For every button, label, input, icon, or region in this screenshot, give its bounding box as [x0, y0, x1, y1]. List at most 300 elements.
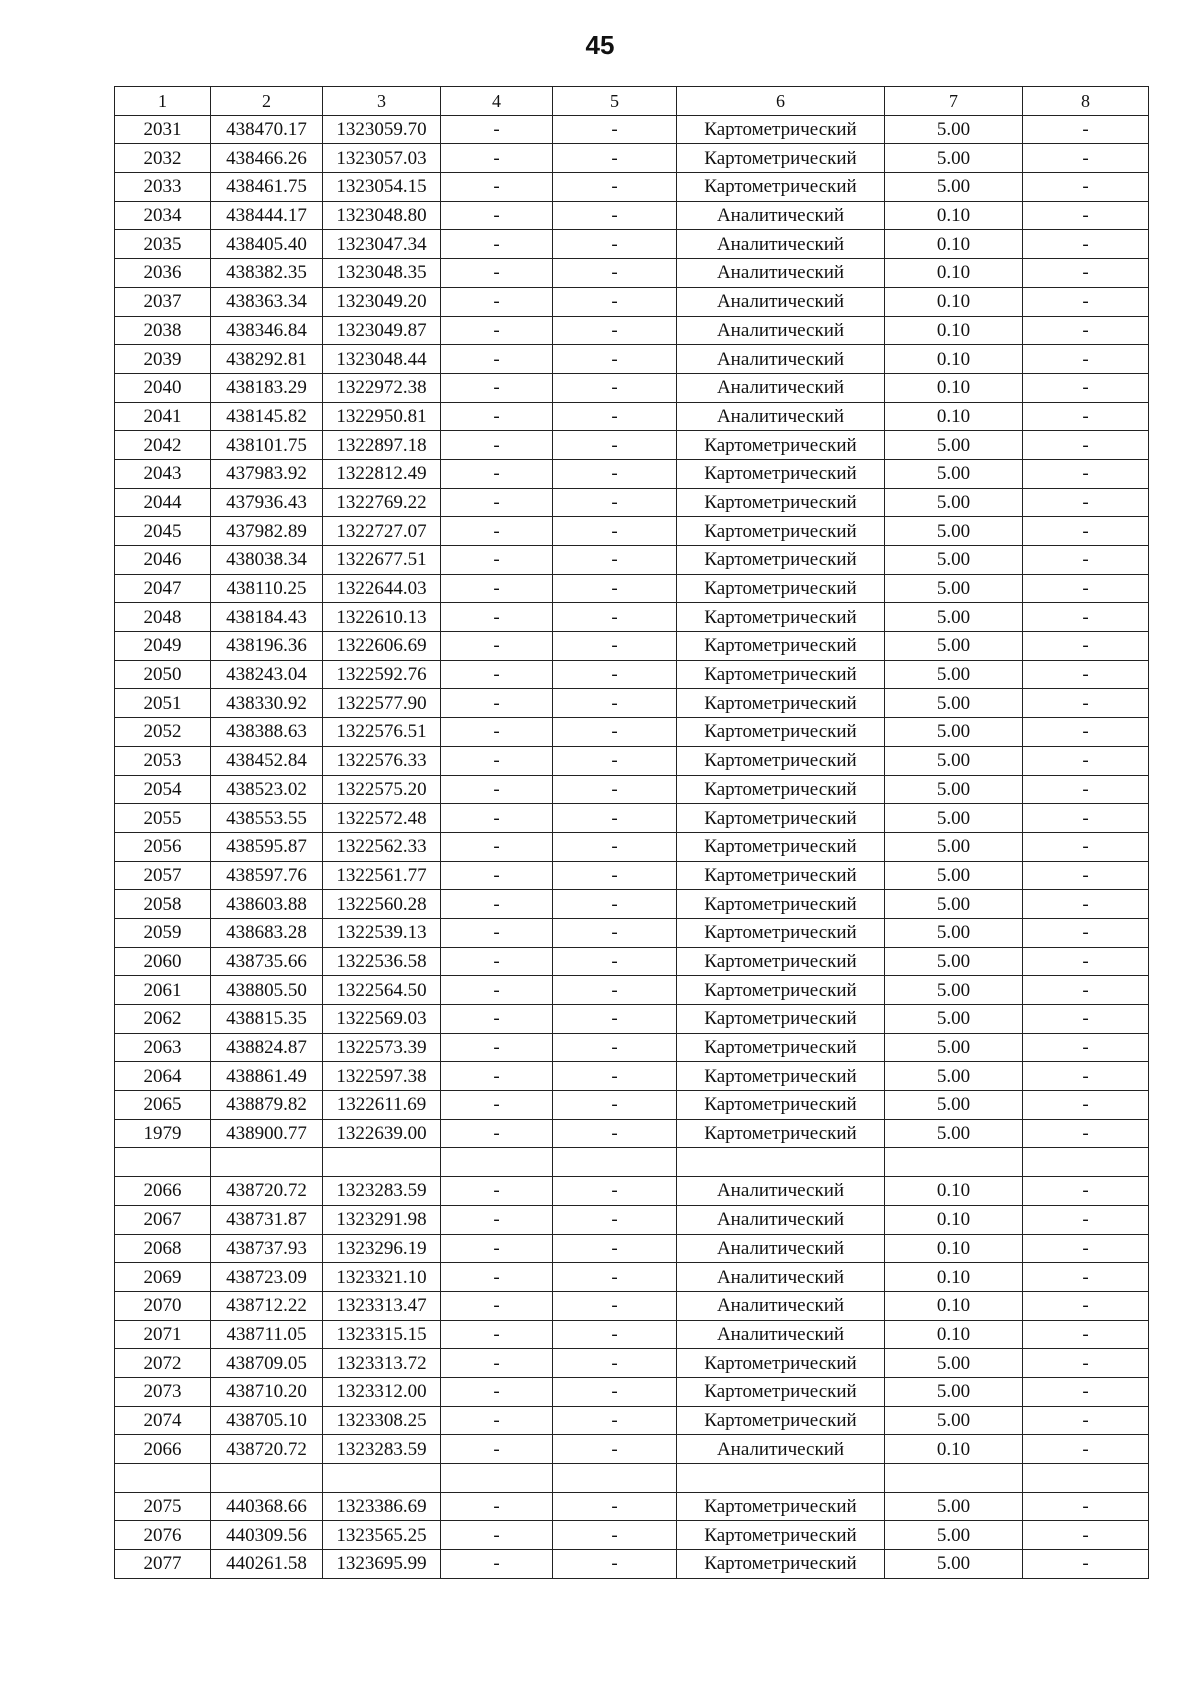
coordinate-y-cell: 1323048.80	[323, 201, 441, 230]
table-row	[115, 1062, 1149, 1091]
col-8-cell: -	[1023, 459, 1149, 488]
col-4-cell: -	[441, 1406, 553, 1435]
coordinate-x-cell: 438038.34	[211, 546, 323, 575]
coordinate-y-cell: 1323695.99	[323, 1550, 441, 1579]
method-cell: Картометрический	[677, 603, 885, 632]
coordinate-y-cell: 1323049.87	[323, 316, 441, 345]
accuracy-cell: 5.00	[885, 746, 1023, 775]
coordinate-x-cell: 440261.58	[211, 1550, 323, 1579]
accuracy-cell: 5.00	[885, 890, 1023, 919]
accuracy-cell: 5.00	[885, 603, 1023, 632]
col-5-cell: -	[553, 574, 677, 603]
coordinate-y-cell: 1323315.15	[323, 1320, 441, 1349]
column-header-6: 6	[677, 87, 885, 116]
table-row	[115, 459, 1149, 488]
col-5-cell: -	[553, 660, 677, 689]
col-8-cell: -	[1023, 1291, 1149, 1320]
coordinate-x-cell: 438145.82	[211, 402, 323, 431]
coordinate-y-cell: 1322569.03	[323, 1005, 441, 1034]
col-8-cell: -	[1023, 1377, 1149, 1406]
table-header-row	[115, 87, 1149, 116]
col-4-cell	[441, 1464, 553, 1493]
coordinate-x-cell: 438683.28	[211, 918, 323, 947]
method-cell: Картометрический	[677, 1406, 885, 1435]
point-number-cell: 2041	[115, 402, 211, 431]
coordinate-x-cell: 438879.82	[211, 1091, 323, 1120]
column-header-5: 5	[553, 87, 677, 116]
col-8-cell: -	[1023, 1320, 1149, 1349]
coordinate-x-cell: 438461.75	[211, 173, 323, 202]
accuracy-cell: 5.00	[885, 1521, 1023, 1550]
table-row	[115, 603, 1149, 632]
col-4-cell: -	[441, 1005, 553, 1034]
coordinate-x-cell: 440309.56	[211, 1521, 323, 1550]
accuracy-cell: 5.00	[885, 976, 1023, 1005]
table-row	[115, 1148, 1149, 1177]
col-4-cell: -	[441, 1492, 553, 1521]
col-5-cell: -	[553, 1091, 677, 1120]
col-4-cell: -	[441, 1521, 553, 1550]
col-4-cell: -	[441, 1263, 553, 1292]
point-number-cell: 1979	[115, 1119, 211, 1148]
col-5-cell: -	[553, 546, 677, 575]
col-5-cell: -	[553, 1320, 677, 1349]
coordinate-x-cell: 438731.87	[211, 1205, 323, 1234]
col-5-cell: -	[553, 1492, 677, 1521]
col-8-cell: -	[1023, 259, 1149, 288]
table-row	[115, 1406, 1149, 1435]
accuracy-cell: 0.10	[885, 259, 1023, 288]
accuracy-cell: 5.00	[885, 1349, 1023, 1378]
table-row	[115, 890, 1149, 919]
col-4-cell: -	[441, 718, 553, 747]
coordinate-x-cell: 438861.49	[211, 1062, 323, 1091]
table-row	[115, 1234, 1149, 1263]
col-5-cell: -	[553, 1062, 677, 1091]
point-number-cell: 2045	[115, 517, 211, 546]
col-4-cell: -	[441, 1377, 553, 1406]
col-8-cell: -	[1023, 230, 1149, 259]
col-5-cell: -	[553, 1177, 677, 1206]
col-5-cell: -	[553, 1033, 677, 1062]
method-cell: Картометрический	[677, 890, 885, 919]
coordinate-y-cell: 1322561.77	[323, 861, 441, 890]
col-5-cell: -	[553, 1005, 677, 1034]
col-8-cell: -	[1023, 1349, 1149, 1378]
point-number-cell: 2032	[115, 144, 211, 173]
table-row	[115, 1377, 1149, 1406]
col-5-cell	[553, 1148, 677, 1177]
accuracy-cell: 0.10	[885, 230, 1023, 259]
table-row	[115, 1091, 1149, 1120]
point-number-cell: 2055	[115, 804, 211, 833]
table-row	[115, 1464, 1149, 1493]
accuracy-cell: 5.00	[885, 1091, 1023, 1120]
table-row	[115, 1435, 1149, 1464]
col-8-cell: -	[1023, 574, 1149, 603]
col-8-cell: -	[1023, 1435, 1149, 1464]
col-5-cell: -	[553, 144, 677, 173]
col-8-cell: -	[1023, 861, 1149, 890]
col-8-cell: -	[1023, 1091, 1149, 1120]
method-cell: Картометрический	[677, 546, 885, 575]
coordinate-x-cell: 438101.75	[211, 431, 323, 460]
method-cell: Картометрический	[677, 115, 885, 144]
coordinate-y-cell: 1323321.10	[323, 1263, 441, 1292]
point-number-cell	[115, 1148, 211, 1177]
coordinate-y-cell: 1323296.19	[323, 1234, 441, 1263]
coordinate-y-cell: 1323308.25	[323, 1406, 441, 1435]
col-5-cell: -	[553, 918, 677, 947]
coordinate-x-cell: 438709.05	[211, 1349, 323, 1378]
col-4-cell: -	[441, 689, 553, 718]
accuracy-cell: 5.00	[885, 689, 1023, 718]
point-number-cell: 2061	[115, 976, 211, 1005]
col-5-cell: -	[553, 689, 677, 718]
col-8-cell: -	[1023, 345, 1149, 374]
table-row	[115, 1550, 1149, 1579]
point-number-cell: 2053	[115, 746, 211, 775]
col-4-cell: -	[441, 947, 553, 976]
method-cell: Аналитический	[677, 1263, 885, 1292]
col-4-cell: -	[441, 746, 553, 775]
coordinate-y-cell	[323, 1148, 441, 1177]
col-5-cell: -	[553, 976, 677, 1005]
col-4-cell: -	[441, 660, 553, 689]
col-4-cell: -	[441, 517, 553, 546]
col-8-cell: -	[1023, 1521, 1149, 1550]
col-4-cell: -	[441, 1550, 553, 1579]
method-cell: Картометрический	[677, 689, 885, 718]
col-5-cell: -	[553, 1291, 677, 1320]
col-4-cell: -	[441, 201, 553, 230]
accuracy-cell: 5.00	[885, 115, 1023, 144]
coordinate-x-cell: 438720.72	[211, 1177, 323, 1206]
coordinate-y-cell: 1322592.76	[323, 660, 441, 689]
method-cell: Картометрический	[677, 1377, 885, 1406]
coordinate-x-cell: 438405.40	[211, 230, 323, 259]
col-8-cell: -	[1023, 488, 1149, 517]
col-4-cell: -	[441, 603, 553, 632]
coordinate-y-cell: 1323054.15	[323, 173, 441, 202]
col-4-cell: -	[441, 832, 553, 861]
method-cell: Аналитический	[677, 1177, 885, 1206]
point-number-cell: 2056	[115, 832, 211, 861]
coordinate-y-cell: 1322812.49	[323, 459, 441, 488]
col-8-cell: -	[1023, 1033, 1149, 1062]
coordinate-y-cell: 1323565.25	[323, 1521, 441, 1550]
point-number-cell: 2048	[115, 603, 211, 632]
col-8-cell: -	[1023, 746, 1149, 775]
col-8-cell	[1023, 1464, 1149, 1493]
col-8-cell: -	[1023, 660, 1149, 689]
coordinate-x-cell: 440368.66	[211, 1492, 323, 1521]
accuracy-cell: 5.00	[885, 459, 1023, 488]
accuracy-cell: 0.10	[885, 1263, 1023, 1292]
col-4-cell	[441, 1148, 553, 1177]
col-4-cell: -	[441, 1320, 553, 1349]
table-row	[115, 1005, 1149, 1034]
point-number-cell: 2051	[115, 689, 211, 718]
coordinate-x-cell: 438110.25	[211, 574, 323, 603]
col-8-cell: -	[1023, 115, 1149, 144]
col-5-cell: -	[553, 488, 677, 517]
point-number-cell: 2035	[115, 230, 211, 259]
col-5-cell: -	[553, 861, 677, 890]
point-number-cell	[115, 1464, 211, 1493]
point-number-cell: 2050	[115, 660, 211, 689]
method-cell: Аналитический	[677, 373, 885, 402]
table-row	[115, 230, 1149, 259]
col-4-cell: -	[441, 574, 553, 603]
accuracy-cell: 0.10	[885, 345, 1023, 374]
col-4-cell: -	[441, 1435, 553, 1464]
col-4-cell: -	[441, 173, 553, 202]
accuracy-cell: 5.00	[885, 1492, 1023, 1521]
point-number-cell: 2049	[115, 632, 211, 661]
coordinate-y-cell: 1322577.90	[323, 689, 441, 718]
point-number-cell: 2071	[115, 1320, 211, 1349]
coordinate-x-cell: 437982.89	[211, 517, 323, 546]
point-number-cell: 2036	[115, 259, 211, 288]
coordinate-x-cell: 438597.76	[211, 861, 323, 890]
method-cell: Аналитический	[677, 1291, 885, 1320]
method-cell: Картометрический	[677, 947, 885, 976]
col-8-cell: -	[1023, 775, 1149, 804]
table-row	[115, 976, 1149, 1005]
coordinate-x-cell: 438243.04	[211, 660, 323, 689]
accuracy-cell: 5.00	[885, 861, 1023, 890]
coordinate-x-cell: 438595.87	[211, 832, 323, 861]
coordinate-y-cell: 1322644.03	[323, 574, 441, 603]
accuracy-cell: 5.00	[885, 1406, 1023, 1435]
col-4-cell: -	[441, 918, 553, 947]
col-8-cell: -	[1023, 718, 1149, 747]
point-number-cell: 2033	[115, 173, 211, 202]
col-8-cell: -	[1023, 373, 1149, 402]
coordinate-y-cell: 1322677.51	[323, 546, 441, 575]
point-number-cell: 2059	[115, 918, 211, 947]
col-5-cell: -	[553, 345, 677, 374]
table-row	[115, 373, 1149, 402]
point-number-cell: 2063	[115, 1033, 211, 1062]
table-row	[115, 918, 1149, 947]
table-row	[115, 1320, 1149, 1349]
point-number-cell: 2068	[115, 1234, 211, 1263]
col-4-cell: -	[441, 230, 553, 259]
coordinate-x-cell: 438735.66	[211, 947, 323, 976]
point-number-cell: 2057	[115, 861, 211, 890]
coordinate-y-cell: 1322610.13	[323, 603, 441, 632]
point-number-cell: 2043	[115, 459, 211, 488]
coordinate-y-cell: 1322606.69	[323, 632, 441, 661]
method-cell: Картометрический	[677, 144, 885, 173]
col-5-cell: -	[553, 632, 677, 661]
col-5-cell: -	[553, 832, 677, 861]
col-8-cell: -	[1023, 1062, 1149, 1091]
coordinate-y-cell: 1322575.20	[323, 775, 441, 804]
col-4-cell: -	[441, 316, 553, 345]
coordinate-x-cell: 438466.26	[211, 144, 323, 173]
table-row	[115, 488, 1149, 517]
accuracy-cell: 5.00	[885, 918, 1023, 947]
col-8-cell: -	[1023, 144, 1149, 173]
col-4-cell: -	[441, 890, 553, 919]
accuracy-cell: 0.10	[885, 316, 1023, 345]
coordinate-x-cell: 438444.17	[211, 201, 323, 230]
col-4-cell: -	[441, 1062, 553, 1091]
method-cell: Картометрический	[677, 1062, 885, 1091]
coordinate-y-cell: 1323047.34	[323, 230, 441, 259]
col-8-cell: -	[1023, 546, 1149, 575]
coordinate-x-cell: 438388.63	[211, 718, 323, 747]
col-5-cell: -	[553, 115, 677, 144]
col-4-cell: -	[441, 459, 553, 488]
accuracy-cell: 5.00	[885, 488, 1023, 517]
coordinate-y-cell: 1322769.22	[323, 488, 441, 517]
col-8-cell: -	[1023, 890, 1149, 919]
method-cell: Картометрический	[677, 1119, 885, 1148]
accuracy-cell: 0.10	[885, 402, 1023, 431]
accuracy-cell: 0.10	[885, 373, 1023, 402]
coordinate-x-cell: 438723.09	[211, 1263, 323, 1292]
accuracy-cell: 0.10	[885, 287, 1023, 316]
col-4-cell: -	[441, 1234, 553, 1263]
col-8-cell: -	[1023, 1263, 1149, 1292]
method-cell: Картометрический	[677, 1521, 885, 1550]
col-5-cell: -	[553, 1234, 677, 1263]
coordinate-y-cell: 1322950.81	[323, 402, 441, 431]
point-number-cell: 2047	[115, 574, 211, 603]
point-number-cell: 2072	[115, 1349, 211, 1378]
coordinate-y-cell: 1323386.69	[323, 1492, 441, 1521]
point-number-cell: 2042	[115, 431, 211, 460]
coordinate-y-cell: 1322897.18	[323, 431, 441, 460]
accuracy-cell: 5.00	[885, 574, 1023, 603]
point-number-cell: 2060	[115, 947, 211, 976]
col-4-cell: -	[441, 373, 553, 402]
point-number-cell: 2066	[115, 1177, 211, 1206]
method-cell: Аналитический	[677, 287, 885, 316]
col-8-cell: -	[1023, 947, 1149, 976]
col-4-cell: -	[441, 345, 553, 374]
coordinate-x-cell: 438382.35	[211, 259, 323, 288]
method-cell: Аналитический	[677, 1435, 885, 1464]
method-cell: Картометрический	[677, 861, 885, 890]
method-cell: Картометрический	[677, 918, 885, 947]
point-number-cell: 2031	[115, 115, 211, 144]
col-8-cell: -	[1023, 517, 1149, 546]
method-cell	[677, 1464, 885, 1493]
col-4-cell: -	[441, 632, 553, 661]
coordinate-y-cell: 1322564.50	[323, 976, 441, 1005]
table-row	[115, 402, 1149, 431]
method-cell: Картометрический	[677, 746, 885, 775]
method-cell: Аналитический	[677, 201, 885, 230]
coordinate-y-cell: 1323283.59	[323, 1435, 441, 1464]
table-row	[115, 1205, 1149, 1234]
col-5-cell: -	[553, 287, 677, 316]
table-row	[115, 1177, 1149, 1206]
point-number-cell: 2052	[115, 718, 211, 747]
method-cell: Аналитический	[677, 1205, 885, 1234]
coordinate-x-cell: 438705.10	[211, 1406, 323, 1435]
point-number-cell: 2044	[115, 488, 211, 517]
col-8-cell: -	[1023, 1205, 1149, 1234]
point-number-cell: 2034	[115, 201, 211, 230]
accuracy-cell: 5.00	[885, 947, 1023, 976]
col-8-cell: -	[1023, 976, 1149, 1005]
accuracy-cell: 5.00	[885, 431, 1023, 460]
table-row	[115, 517, 1149, 546]
method-cell: Картометрический	[677, 1091, 885, 1120]
coordinate-y-cell: 1322560.28	[323, 890, 441, 919]
coordinate-x-cell: 438737.93	[211, 1234, 323, 1263]
col-5-cell: -	[553, 775, 677, 804]
coordinate-y-cell: 1323057.03	[323, 144, 441, 173]
page-number: 45	[585, 30, 615, 60]
col-8-cell	[1023, 1148, 1149, 1177]
coordinate-x-cell: 438292.81	[211, 345, 323, 374]
col-5-cell: -	[553, 259, 677, 288]
table-row	[115, 1291, 1149, 1320]
point-number-cell: 2058	[115, 890, 211, 919]
table-row	[115, 546, 1149, 575]
coordinate-y-cell	[323, 1464, 441, 1493]
method-cell: Аналитический	[677, 402, 885, 431]
col-5-cell: -	[553, 947, 677, 976]
col-5-cell: -	[553, 1521, 677, 1550]
col-4-cell: -	[441, 1033, 553, 1062]
table-row	[115, 201, 1149, 230]
table-row	[115, 316, 1149, 345]
coordinate-y-cell: 1322972.38	[323, 373, 441, 402]
table-row	[115, 689, 1149, 718]
col-8-cell: -	[1023, 201, 1149, 230]
col-8-cell: -	[1023, 287, 1149, 316]
coordinate-x-cell: 438183.29	[211, 373, 323, 402]
table-row	[115, 746, 1149, 775]
coordinate-x-cell: 438603.88	[211, 890, 323, 919]
coordinate-x-cell: 438824.87	[211, 1033, 323, 1062]
col-5-cell: -	[553, 517, 677, 546]
table-row	[115, 660, 1149, 689]
point-number-cell: 2066	[115, 1435, 211, 1464]
coordinate-y-cell: 1322562.33	[323, 832, 441, 861]
point-number-cell: 2040	[115, 373, 211, 402]
table-row	[115, 115, 1149, 144]
method-cell: Аналитический	[677, 230, 885, 259]
col-4-cell: -	[441, 431, 553, 460]
table-row	[115, 947, 1149, 976]
point-number-cell: 2046	[115, 546, 211, 575]
col-8-cell: -	[1023, 1406, 1149, 1435]
coordinate-y-cell: 1322639.00	[323, 1119, 441, 1148]
coordinate-x-cell: 437983.92	[211, 459, 323, 488]
accuracy-cell: 5.00	[885, 144, 1023, 173]
col-8-cell: -	[1023, 431, 1149, 460]
coordinate-x-cell	[211, 1148, 323, 1177]
coordinate-x-cell: 438720.72	[211, 1435, 323, 1464]
col-4-cell: -	[441, 144, 553, 173]
coordinate-x-cell: 438196.36	[211, 632, 323, 661]
method-cell: Картометрический	[677, 632, 885, 661]
coordinate-y-cell: 1323283.59	[323, 1177, 441, 1206]
accuracy-cell: 0.10	[885, 1177, 1023, 1206]
coordinates-table	[114, 86, 1149, 1579]
accuracy-cell: 5.00	[885, 660, 1023, 689]
coordinate-x-cell: 438346.84	[211, 316, 323, 345]
